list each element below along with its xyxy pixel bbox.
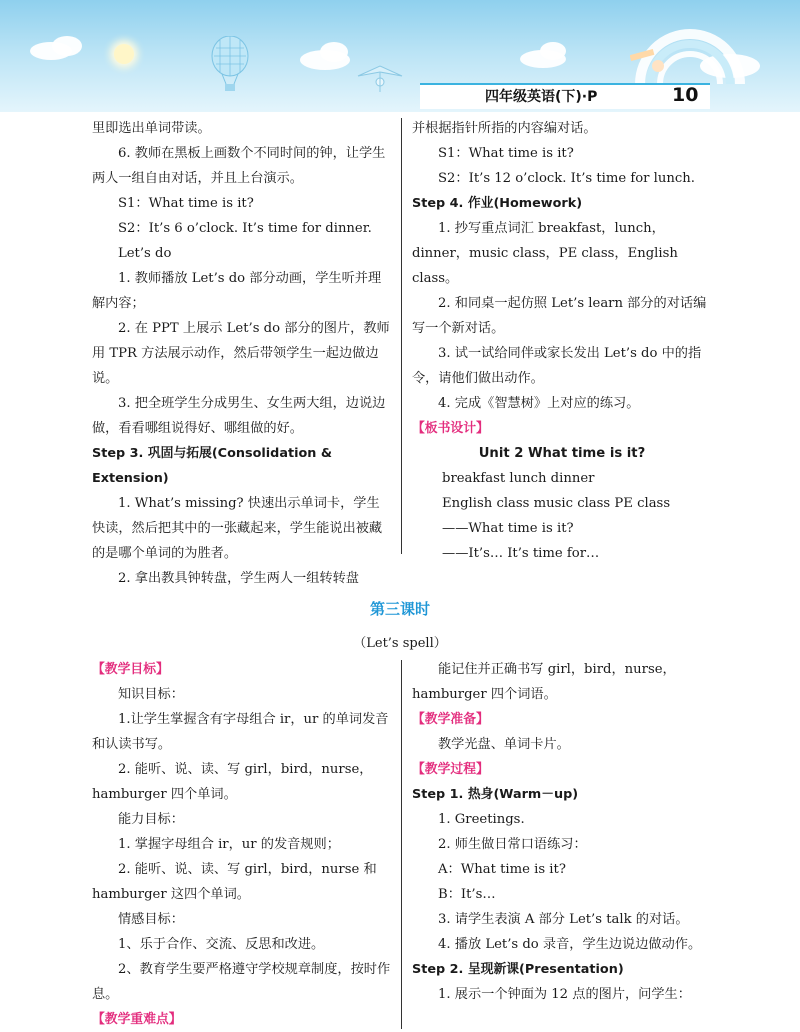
paragraph: Let’s do xyxy=(118,246,172,261)
paragraph: 2. 在 PPT 上展示 Let’s do 部分的图片，教师用 TPR 方法展示动作，然后带领学生一起边做边说。 xyxy=(92,321,390,386)
paragraph: 4. 播放 Let’s do 录音，学生边说边做动作。 xyxy=(438,937,702,952)
paragraph: S2：It’s 6 o’clock. It’s time for dinner. xyxy=(118,221,372,236)
paragraph: 能记住并正确书写 girl，bird，nurse，hamburger 四个词语。 xyxy=(412,662,676,702)
section-heading: 【教学过程】 xyxy=(412,762,489,777)
upper-left-column xyxy=(92,116,392,591)
paragraph: 知识目标： xyxy=(118,687,184,702)
paragraph: 并根据指针所指的内容编对话。 xyxy=(412,121,597,136)
paragraph: ——It’s… It’s time for… xyxy=(442,546,600,561)
step-heading: Step 3. 巩固与拓展(Consolidation & Extension) xyxy=(92,446,332,486)
upper-right-column xyxy=(412,116,712,566)
paragraph: 3. 试一试给同伴或家长发出 Let’s do 中的指令，请他们做出动作。 xyxy=(412,346,702,386)
paragraph: 里即选出单词带读。 xyxy=(92,121,211,136)
paragraph: 1. 展示一个钟面为 12 点的图片，问学生： xyxy=(438,987,691,1002)
section-heading: 【教学重难点】 xyxy=(92,1012,182,1027)
section-heading: 【板书设计】 xyxy=(412,421,489,436)
step-heading: Step 4. 作业(Homework) xyxy=(412,196,583,211)
section-heading: 【教学目标】 xyxy=(92,662,169,677)
column-divider xyxy=(401,118,402,554)
paragraph: S1：What time is it? xyxy=(118,196,254,211)
paragraph: 教学光盘、单词卡片。 xyxy=(438,737,570,752)
paragraph: ——What time is it? xyxy=(442,521,574,536)
section-heading: 【教学准备】 xyxy=(412,712,489,727)
book-title: 四年级英语(下)·P xyxy=(485,89,598,105)
paragraph: S2：It’s 12 o’clock. It’s time for lunch. xyxy=(438,171,695,186)
paragraph: 2. 拿出教具钟转盘，学生两人一组转转盘 xyxy=(118,571,359,586)
board-title: Unit 2 What time is it? xyxy=(478,446,646,461)
paragraph: 情感目标： xyxy=(118,912,184,927)
paragraph: 能力目标： xyxy=(118,812,184,827)
step-heading: Step 2. 呈现新课(Presentation) xyxy=(412,962,624,977)
paragraph: 1. 掌握字母组合 ir，ur 的发音规则； xyxy=(118,837,340,852)
page-number: 10 xyxy=(672,84,699,106)
cloud-decoration xyxy=(540,42,566,60)
paragraph: English class music class PE class xyxy=(442,496,671,511)
paragraph: 1. What’s missing? 快速出示单词卡，学生快读，然后把其中的一张藏起来，学生能说出被藏的是哪个单词的为胜者。 xyxy=(92,496,383,561)
paragraph: B：It’s… xyxy=(438,887,496,902)
rainbow-icon xyxy=(630,14,750,94)
paragraph: 1. 教师播放 Let’s do 部分动画，学生听并理解内容； xyxy=(92,271,382,311)
paragraph: 1.让学生掌握含有字母组合 ir，ur 的单词发音和认读书写。 xyxy=(92,712,389,752)
paragraph: 1、乐于合作、交流、反思和改进。 xyxy=(118,937,325,952)
paragraph: 2. 师生做日常口语练习： xyxy=(438,837,587,852)
paragraph: A：What time is it? xyxy=(438,862,566,877)
step-heading: Step 1. 热身(Warm－up) xyxy=(412,787,579,802)
cloud-decoration xyxy=(320,42,348,62)
paragraph: 6. 教师在黑板上画数个不同时间的钟，让学生两人一组自由对话，并且上台演示。 xyxy=(92,146,386,186)
hot-air-balloon-icon xyxy=(206,36,254,94)
paragraph: 1. Greetings. xyxy=(438,812,525,827)
paragraph: 2. 和同桌一起仿照 Let’s learn 部分的对话编写一个新对话。 xyxy=(412,296,707,336)
lower-left-column xyxy=(92,657,392,1032)
paragraph: 1. 抄写重点词汇 breakfast，lunch，dinner，music class，PE class，English class。 xyxy=(412,221,678,286)
lower-right-column xyxy=(412,657,712,1007)
page-header-banner xyxy=(0,0,800,112)
paragraph: 2. 能听、说、读、写 girl，bird，nurse，hamburger 四个单词。 xyxy=(92,762,373,802)
lesson-subtitle: （Let’s spell） xyxy=(353,636,447,651)
paragraph: 2、教育学生要严格遵守学校规章制度，按时作息。 xyxy=(92,962,391,1002)
cloud-decoration xyxy=(52,36,82,56)
paragraph: 4. 完成《智慧树》上对应的练习。 xyxy=(438,396,640,411)
paragraph: 2. 能听、说、读、写 girl，bird，nurse 和 hamburger 这四个单词。 xyxy=(92,862,377,902)
paragraph: breakfast lunch dinner xyxy=(442,471,595,486)
column-divider xyxy=(401,660,402,1029)
paragraph: S1：What time is it? xyxy=(438,146,574,161)
paragraph: 3. 把全班学生分成男生、女生两大组，边说边做，看看哪组说得好、哪组做的好。 xyxy=(92,396,386,436)
hang-glider-icon xyxy=(356,64,404,94)
paragraph: 3. 请学生表演 A 部分 Let’s talk 的对话。 xyxy=(438,912,689,927)
sun-icon xyxy=(114,44,134,64)
lesson-title: 第三课时 xyxy=(369,600,430,618)
